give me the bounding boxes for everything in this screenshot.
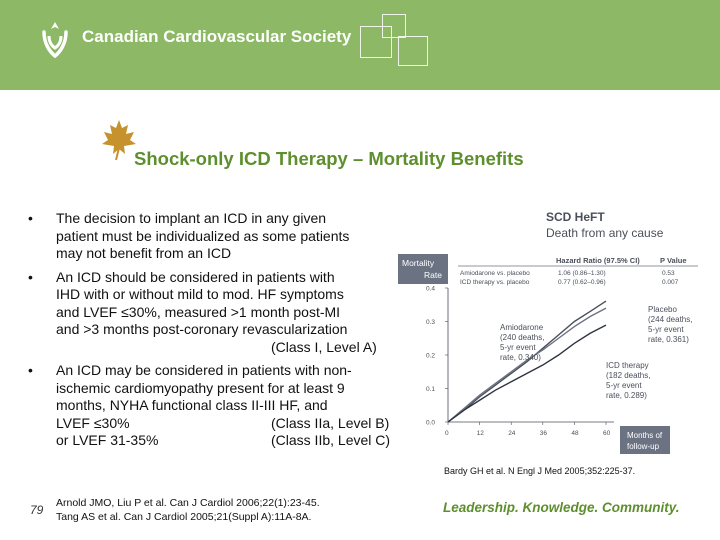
table-row-p: 0.007: [662, 279, 679, 286]
tagline: Leadership. Knowledge. Community.: [443, 500, 680, 515]
bullet-line: The decision to implant an ICD in any given: [56, 210, 327, 226]
y-tick-label: 0.1: [426, 386, 436, 393]
bullet-list: [28, 210, 408, 456]
class-row: [56, 432, 408, 450]
ylabel-text: Mortality: [402, 258, 435, 268]
bullet-line: months, NYHA functional class II-III HF, and: [56, 397, 328, 413]
y-tick-label: 0.3: [426, 319, 436, 326]
series-annotation: Placebo: [648, 305, 677, 314]
x-tick-label: 36: [539, 430, 548, 437]
table-row-label: Amiodarone vs. placebo: [460, 270, 530, 277]
x-tick-label: 60: [603, 430, 611, 437]
class-row: [56, 339, 408, 357]
series-annotation: 5-yr event: [500, 343, 536, 352]
series-annotation: rate, 0.361): [648, 335, 689, 344]
series-annotation: (244 deaths,: [648, 315, 693, 324]
class-level: (Class IIb, Level C): [271, 432, 391, 448]
heart-leaf-logo-icon: [38, 18, 72, 58]
series-annotation: (240 deaths,: [500, 333, 545, 342]
x-tick-label: 24: [508, 430, 516, 437]
x-tick-label: 48: [571, 430, 579, 437]
table-header: P Value: [660, 256, 687, 265]
xlabel-text: Months of: [627, 431, 663, 440]
chart-title: SCD HeFT: [546, 210, 605, 224]
references: [56, 496, 320, 524]
slide-title: Shock-only ICD Therapy – Mortality Benefits: [134, 148, 524, 169]
bullet-line: ischemic cardiomyopathy present for at least 9: [56, 379, 345, 396]
chart-subtitle: Death from any cause: [546, 226, 664, 240]
class-level: (Class I, Level A): [271, 338, 377, 355]
bullet-dot-icon: •: [28, 210, 33, 226]
scd-heft-chart: [398, 200, 704, 458]
table-row-label: ICD therapy vs. placebo: [460, 279, 530, 286]
x-tick-label: 12: [476, 430, 484, 437]
maple-leaf-icon: [100, 118, 138, 160]
bullet-line: IHD with or without mild to mod. HF symptoms: [56, 286, 344, 302]
header-band: [0, 0, 720, 90]
series-annotation: Amiodarone: [500, 323, 544, 332]
bullet-dot-icon: •: [28, 268, 33, 285]
reference-line: Arnold JMO, Liu P et al. Can J Cardiol 2006;22(1):23-45.: [56, 497, 320, 509]
bullet-line: An ICD may be considered in patients with non-: [56, 362, 352, 378]
bullet-item: [28, 269, 408, 357]
series-annotation: 5-yr event: [648, 325, 684, 334]
bullet-line: or LVEF 31-35%: [56, 432, 159, 448]
reference-line: Tang AS et al. Can J Cardiol 2005;21(Suppl A):11A-8A.: [56, 511, 312, 523]
y-tick-label: 0.4: [426, 285, 436, 293]
deco-square: [382, 14, 406, 38]
bullet-item: [28, 362, 408, 450]
x-tick-label: 0: [445, 430, 449, 437]
page-number: 79: [30, 503, 44, 517]
org-name: Canadian Cardiovascular Society: [82, 27, 352, 46]
ylabel-text: Rate: [424, 270, 442, 280]
bullet-line: and >3 months post-coronary revascularization: [56, 321, 348, 337]
series-annotation: rate, 0.289): [606, 391, 647, 400]
class-row: [56, 415, 408, 433]
y-tick-label: 0.0: [426, 419, 436, 427]
table-row-hr: 0.77 (0.62–0.96): [558, 279, 606, 286]
series-annotation: (182 deaths,: [606, 371, 651, 380]
table-row-p: 0.53: [662, 270, 675, 277]
series-annotation: 5-yr event: [606, 381, 642, 390]
table-row-hr: 1.06 (0.86–1.30): [558, 270, 606, 277]
y-tick-label: 0.2: [426, 352, 436, 360]
class-level: (Class IIa, Level B): [271, 414, 390, 431]
chart-caption: Bardy GH et al. N Engl J Med 2005;352:225-37.: [444, 466, 636, 476]
deco-square: [398, 36, 428, 66]
series-annotation: rate, 0.340): [500, 353, 541, 362]
table-header: Hazard Ratio (97.5% CI): [556, 256, 640, 265]
series-annotation: ICD therapy: [606, 361, 649, 370]
bullet-dot-icon: •: [28, 362, 33, 378]
bullet-line: may not benefit from an ICD: [56, 245, 232, 261]
bullet-item: [28, 210, 408, 263]
bullet-line: patient must be individualized as some patients: [56, 227, 350, 244]
bullet-line: An ICD should be considered in patients with: [56, 268, 335, 285]
bullet-line: and LVEF ≤30%, measured >1 month post-MI: [56, 303, 341, 320]
bullet-line: LVEF ≤30%: [56, 414, 130, 431]
xlabel-text: follow-up: [627, 442, 660, 451]
